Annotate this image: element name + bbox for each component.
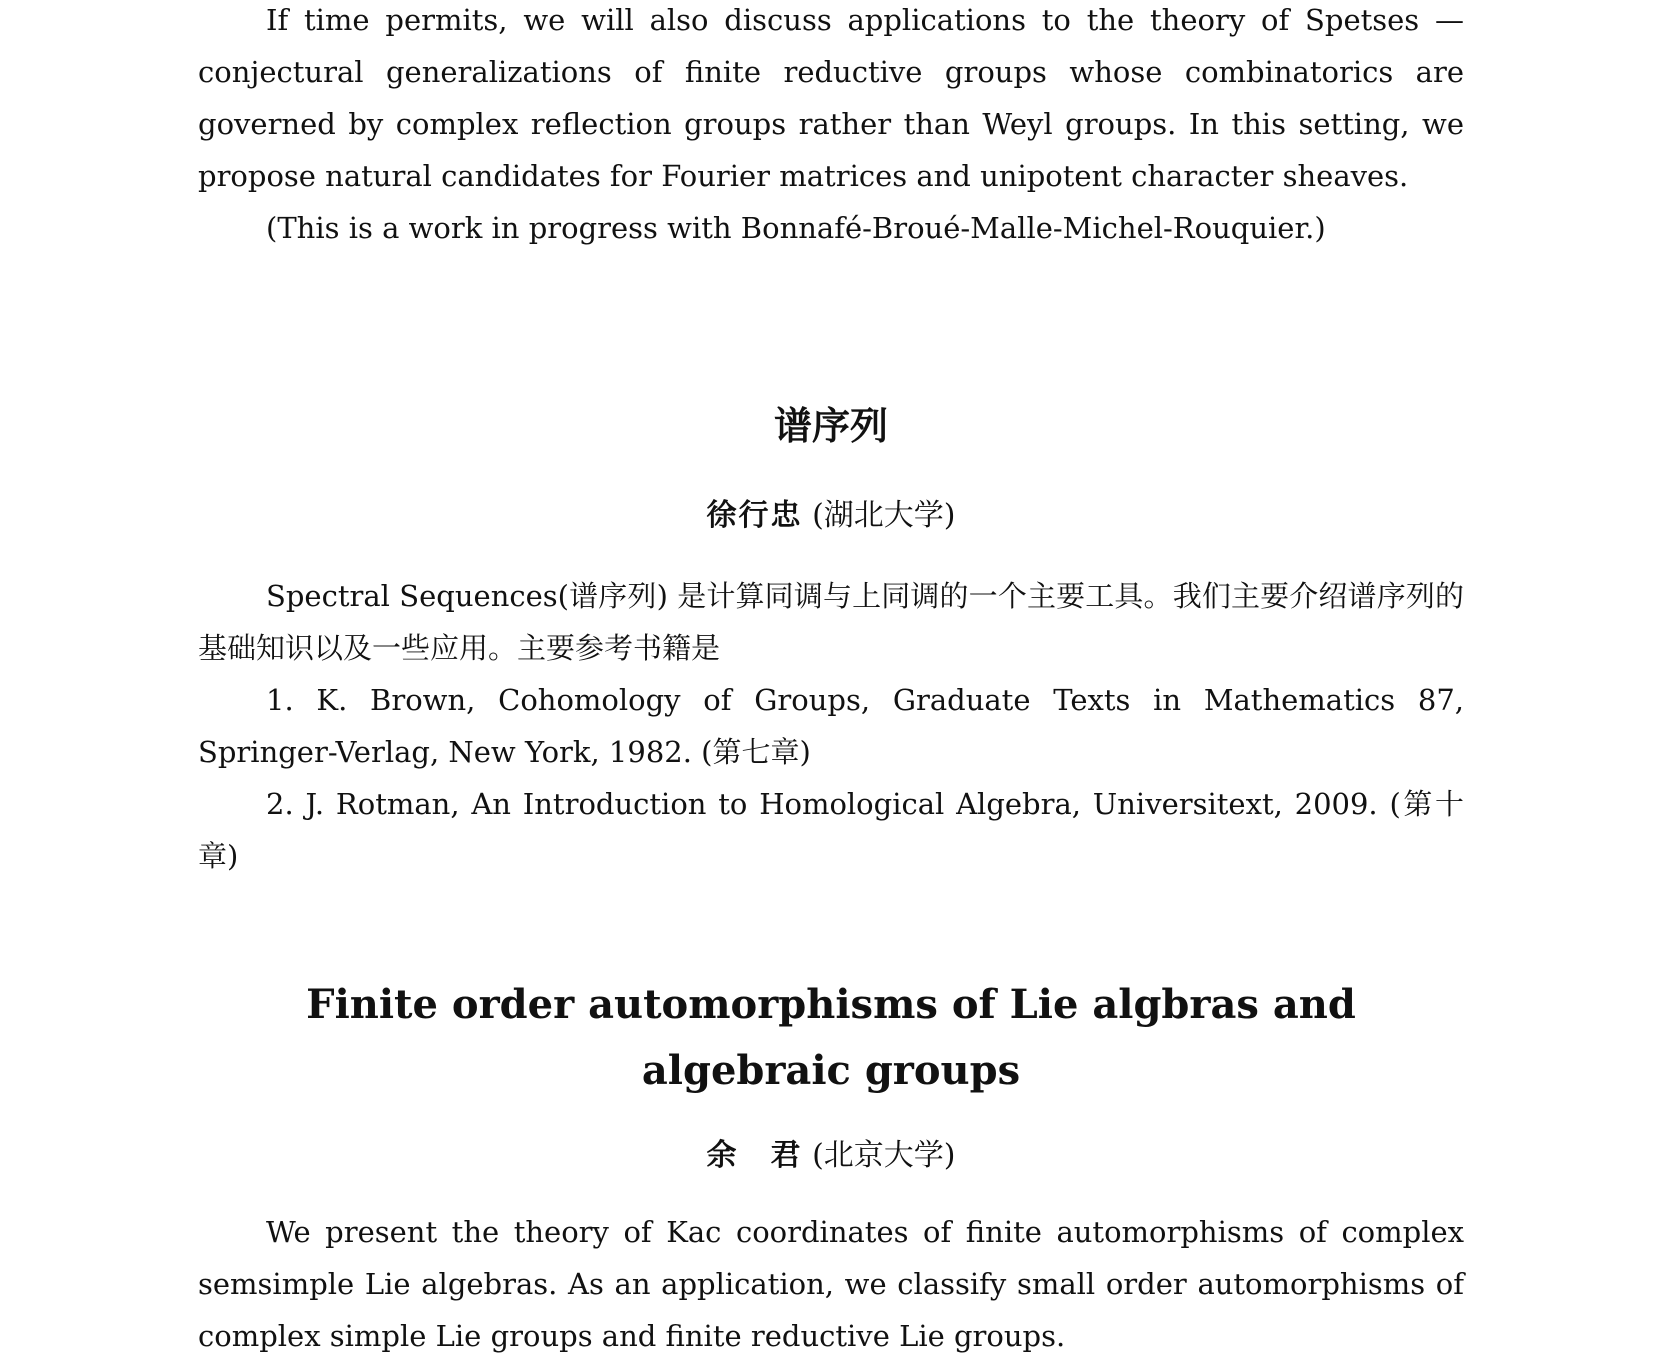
author-name: 余 君	[706, 1138, 803, 1173]
author-line-finite-order	[198, 1136, 1464, 1176]
author-name: 徐行忠	[706, 498, 803, 533]
section-title-finite-order: Finite order automorphisms of Lie algbras and algebraic groups	[306, 981, 1356, 1094]
author-line-spectral	[198, 496, 1464, 536]
author-affiliation: (湖北大学)	[812, 498, 956, 533]
spectral-abstract: Spectral Sequences(谱序列) 是计算同调与上同调的一个主要工具。我们主要介绍谱序列的基础知识以及一些应用。主要参考书籍是	[198, 579, 1464, 665]
section-title-spectral: 谱序列	[773, 403, 888, 448]
finite-order-abstract: We present the theory of Kac coordinates of finite automorphisms of complex semsimple Lie algebras. As an application, we classify small order automorphisms of complex simple Lie groups and finite reductive Lie groups.	[198, 1215, 1464, 1353]
reference-item: 1. K. Brown, Cohomology of Groups, Graduate Texts in Mathematics 87, Springer-Verlag, New York, 1982. (第七章)	[198, 683, 1464, 769]
spetses-paragraph: If time permits, we will also discuss applications to the theory of Spetses —conjectural generalizations of finite reductive groups whose combinatorics are governed by complex reflection groups rather than Weyl groups. In this setting, we propose natural candidates for Fourier matrices and unipotent character sheaves.	[198, 3, 1464, 193]
reference-item: 2. J. Rotman, An Introduction to Homological Algebra, Universitext, 2009. (第十章)	[198, 787, 1464, 873]
spetses-note: (This is a work in progress with Bonnafé-Broué-Malle-Michel-Rouquier.)	[266, 211, 1326, 245]
author-affiliation: (北京大学)	[812, 1138, 956, 1173]
